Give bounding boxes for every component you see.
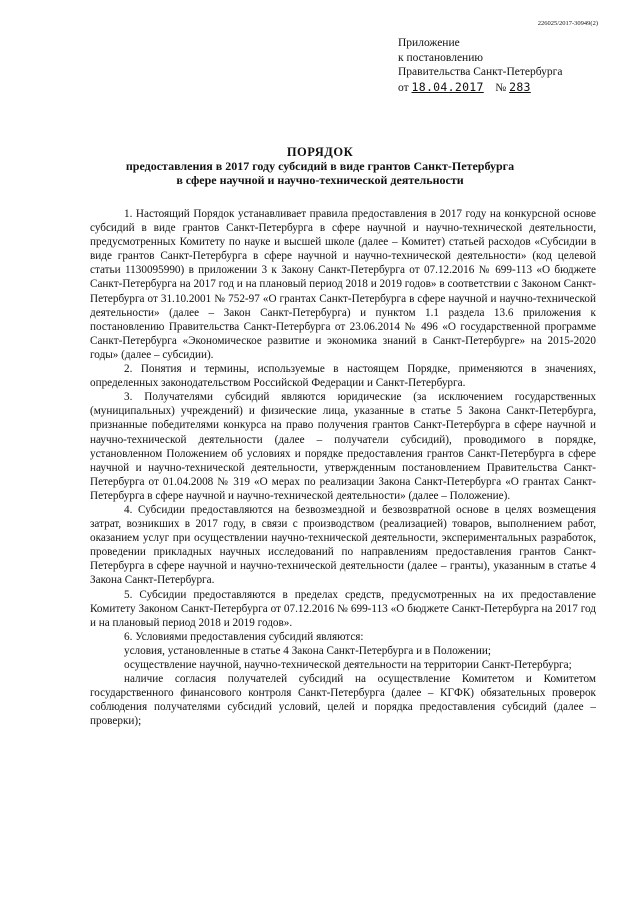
appendix-government-label: Правительства Санкт-Петербурга — [398, 66, 563, 78]
appendix-label: Приложение — [398, 37, 460, 49]
paragraph: наличие согласия получателей субсидий на осуществление Комитетом и Комитетом государственного финансового контроля Санкт-Петербурга (далее – КГФК) обязательных проверок соблюдения получателями субсидий условий, целей и порядка предоставления субсидий (далее – проверки); — [90, 673, 596, 728]
title-main: ПОРЯДОК — [286, 145, 354, 159]
title-subtitle-line1: предоставления в 2017 году субсидий в виде грантов Санкт-Петербурга — [125, 159, 515, 173]
paragraph: 4. Субсидии предоставляются на безвозмездной и безвозвратной основе в целях возмещения затрат, возникших в 2017 году, в связи с производством (реализацией) товаров, выполнением работ, оказанием услуг при осуществлении научно-технической деятельности, экспериментальных разработок, проведении прикладных научных исследований по направлениям предоставления грантов Санкт-Петербурга в сфере научной и научно-технической деятельности (далее – гранты), указанным в статье 4 Закона Санкт-Петербурга. — [90, 503, 596, 587]
paragraph: 3. Получателями субсидий являются юридические (за исключением государственных (муниципальных) учреждений) и физические лица, указанные в статье 5 Закона Санкт-Петербурга, признанные победителями конкурса на право получения грантов Санкт-Петербурга в сфере научной и научно-технической деятельности (далее – получатели субсидий), проводимого в порядке, установленном Положением об условиях и порядке предоставления грантов Санкт-Петербурга в сфере научной и научно-технической деятельности, утвержденным постановлением Правительства Санкт-Петербурга от 01.04.2008 № 319 «О мерах по реализации Закона Санкт-Петербурга «О грантах Санкт-Петербурга в сфере научной и научно-технической деятельности» (далее – Положение). — [90, 391, 596, 502]
document-title — [0, 145, 640, 187]
paragraph: 2. Понятия и термины, используемые в настоящем Порядке, применяются в значениях, определенных законодательством Российской Федерации и Санкт-Петербурга. — [90, 363, 596, 390]
date-prefix: от — [398, 81, 409, 94]
appendix-header — [398, 36, 563, 95]
appendix-date-line — [398, 80, 563, 96]
appendix-resolution-label: к постановлению — [398, 51, 483, 64]
paragraph: 5. Субсидии предоставляются в пределах средств, предусмотренных на их предоставление Комитету Законом Санкт-Петербурга от 07.12.2016 № 699-113 «О бюджете Санкт-Петербурга на 2017 год и на плановый период 2018 и 2019 годов». — [90, 588, 596, 629]
paragraph: условия, установленные в статье 4 Закона Санкт-Петербурга и в Положении; — [124, 644, 492, 657]
title-subtitle-line2: в сфере научной и научно-технической деятельности — [176, 173, 464, 187]
resolution-date: 18.04.2017 — [411, 79, 484, 94]
paragraph: 6. Условиями предоставления субсидий являются: — [124, 630, 364, 643]
number-prefix: № — [495, 81, 507, 94]
document-body — [90, 207, 596, 728]
document-registration-number: 226025/2017-30949(2) — [537, 20, 598, 27]
paragraph: 1. Настоящий Порядок устанавливает правила предоставления в 2017 году на конкурсной основе субсидий в виде грантов Санкт-Петербурга в сфере научной и научно-технической деятельности, предусмотренных Комитету по науке и высшей школе (далее – Комитет) статьей расходов «Субсидии в виде грантов Санкт-Петербурга в сфере научной и научно-технической деятельности» (код целевой статьи 1130095990) в приложении 3 к Закону Санкт-Петербурга от 07.12.2016 № 699-113 «О бюджете Санкт-Петербурга на 2017 год и на плановый период 2018 и 2019 годов» в соответствии с Законом Санкт-Петербурга от 31.10.2001 № 752-97 «О грантах Санкт-Петербурга в сфере научной и научно-технической деятельности» (далее – Закон Санкт-Петербурга) и пунктом 1.1 раздела 13.6 приложения к постановлению Правительства Санкт-Петербурга от 23.06.2014 № 496 «О государственной программе Санкт-Петербурга «Экономическое развитие и экономика знаний в Санкт-Петербурге» на 2015-2020 годы» (далее – субсидии). — [90, 208, 596, 361]
resolution-number: 283 — [509, 79, 531, 94]
paragraph: осуществление научной, научно-технической деятельности на территории Санкт-Петербурга; — [124, 659, 572, 671]
